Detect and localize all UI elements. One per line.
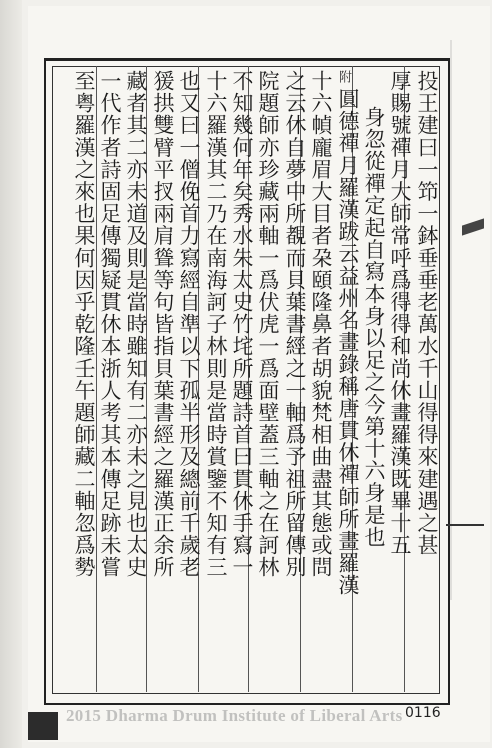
text-column-3: 身忽從禪定起自寫本身以足之今第十六身是也 — [362, 106, 386, 548]
text-column-2: 厚賜號禪月大師常呼爲得得和尚休畫羅漢既畢十五 — [388, 70, 412, 557]
section-marker: 附 — [336, 70, 351, 83]
text-column-11: 猨拱雙臂平扠兩肩聳等句皆指貝葉書經之羅漢正余所 — [151, 70, 175, 579]
margin-tick-mark — [446, 524, 484, 526]
text-column-6: 之云休自夢中所覩而貝葉書經之一軸爲予祖所留傳別 — [283, 70, 307, 579]
text-column-9: 十六羅漢其二乃在南海訶子林則是當時賞鑒不知有三 — [204, 70, 228, 579]
text-column-14: 至粤羅漢之來也果何因乎乾隆壬午題師藏二軸忽爲勢 — [72, 70, 96, 579]
book-gutter — [0, 0, 22, 748]
text-column-4: 圓德禪月羅漢跋云益州名畫錄稱唐貫休禪師所畫羅漢 — [336, 88, 360, 597]
text-column-8: 不知幾何年矣秀水朱太史竹垞所題詩首曰貫休手寫一 — [230, 70, 254, 579]
text-column-1: 投王建曰一笻一鉢垂垂老萬水千山得得來建遇之甚 — [415, 70, 439, 557]
scan-edge-shadow — [28, 712, 58, 740]
text-column-12: 藏者其二亦未道及則是當時雖知有二亦未之見也太史 — [124, 70, 148, 579]
text-column-10: 也又曰一僧俛首力寫經自準以下孤半形及總前千歲老 — [177, 70, 201, 579]
text-column-7: 院題師亦珍藏兩軸一爲伏虎一爲面壁蓋三軸之在訶林 — [256, 70, 280, 579]
text-column-5: 十六幀龐眉大目者朶頤隆鼻者胡貌梵相曲盡其態或問 — [309, 70, 333, 579]
bleed-through-shadow — [450, 40, 486, 600]
watermark: 2015 Dharma Drum Institute of Liberal Arts — [66, 706, 403, 725]
text-column-13: 一代作者詩固足傳獨疑貫休本浙人考其本傳足跡未嘗 — [98, 70, 122, 579]
page-number: 0116 — [405, 705, 441, 721]
